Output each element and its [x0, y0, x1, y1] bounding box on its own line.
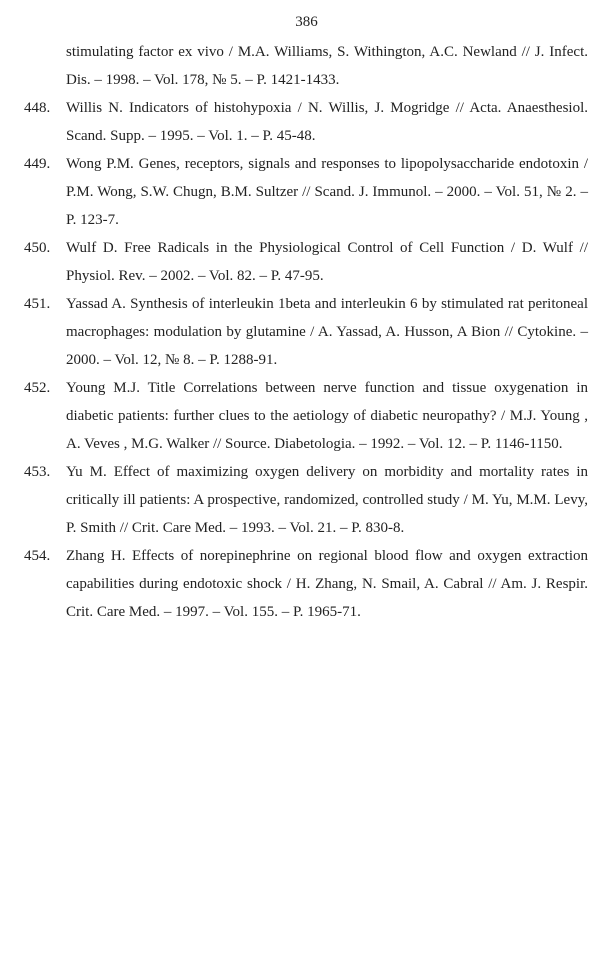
- reference-item: [0, 150, 613, 234]
- reference-item: [0, 458, 613, 542]
- reference-number: 452.: [24, 380, 51, 396]
- page-number: 386: [295, 14, 318, 30]
- reference-text: Yassad A. Synthesis of interleukin 1beta and interleukin 6 by stimulated rat peritoneal macrophages: modulation by glutamine / A. Yassad, A. Husson, A Bion // Cytokine. – 2000. – Vol. 12, № 8. – P. 1288-91.: [66, 296, 588, 368]
- reference-item: [0, 38, 613, 94]
- reference-text: Willis N. Indicators of histohypoxia / N. Willis, J. Mogridge // Acta. Anaesthesiol. Scand. Supp. – 1995. – Vol. 1. – P. 45-48.: [66, 100, 588, 144]
- reference-text: Young M.J. Title Correlations between nerve function and tissue oxygenation in diabetic patients: further clues to the aetiology of diabetic neuropathy? / M.J. Young , A. Veves , M.G. Walker // Source. Diabetologia. – 1992. – Vol. 12. – P. 1146-1150.: [66, 380, 588, 452]
- reference-list: [0, 38, 613, 626]
- reference-text: Yu M. Effect of maximizing oxygen delivery on morbidity and mortality rates in critically ill patients: A prospective, randomized, controlled study / M. Yu, M.M. Levy, P. Smith // Crit. Care Med. – 1993. – Vol. 21. – P. 830-8.: [66, 464, 588, 536]
- reference-number: 451.: [24, 296, 51, 312]
- reference-number: 450.: [24, 240, 51, 256]
- reference-number: 453.: [24, 464, 51, 480]
- reference-item: [0, 234, 613, 290]
- reference-text: Wulf D. Free Radicals in the Physiological Control of Cell Function / D. Wulf // Physiol. Rev. – 2002. – Vol. 82. – P. 47-95.: [66, 240, 588, 284]
- reference-number: 449.: [24, 156, 51, 172]
- reference-item: [0, 374, 613, 458]
- reference-item: [0, 94, 613, 150]
- reference-number: 454.: [24, 548, 51, 564]
- reference-text: Zhang H. Effects of norepinephrine on regional blood flow and oxygen extraction capabilities during endotoxic shock / H. Zhang, N. Smail, A. Cabral // Am. J. Respir. Crit. Care Med. – 1997. – Vol. 155. – P. 1965-71.: [66, 548, 588, 620]
- reference-item: [0, 290, 613, 374]
- reference-text: stimulating factor ex vivo / M.A. Williams, S. Withington, A.C. Newland // J. Infect. Dis. – 1998. – Vol. 178, № 5. – P. 1421-1433.: [66, 44, 588, 88]
- reference-item: [0, 542, 613, 626]
- reference-number: 448.: [24, 100, 51, 116]
- reference-text: Wong P.M. Genes, receptors, signals and responses to lipopolysaccharide endotoxin / P.M. Wong, S.W. Chugn, B.M. Sultzer // Scand. J. Immunol. – 2000. – Vol. 51, № 2. – P. 123-7.: [66, 156, 588, 228]
